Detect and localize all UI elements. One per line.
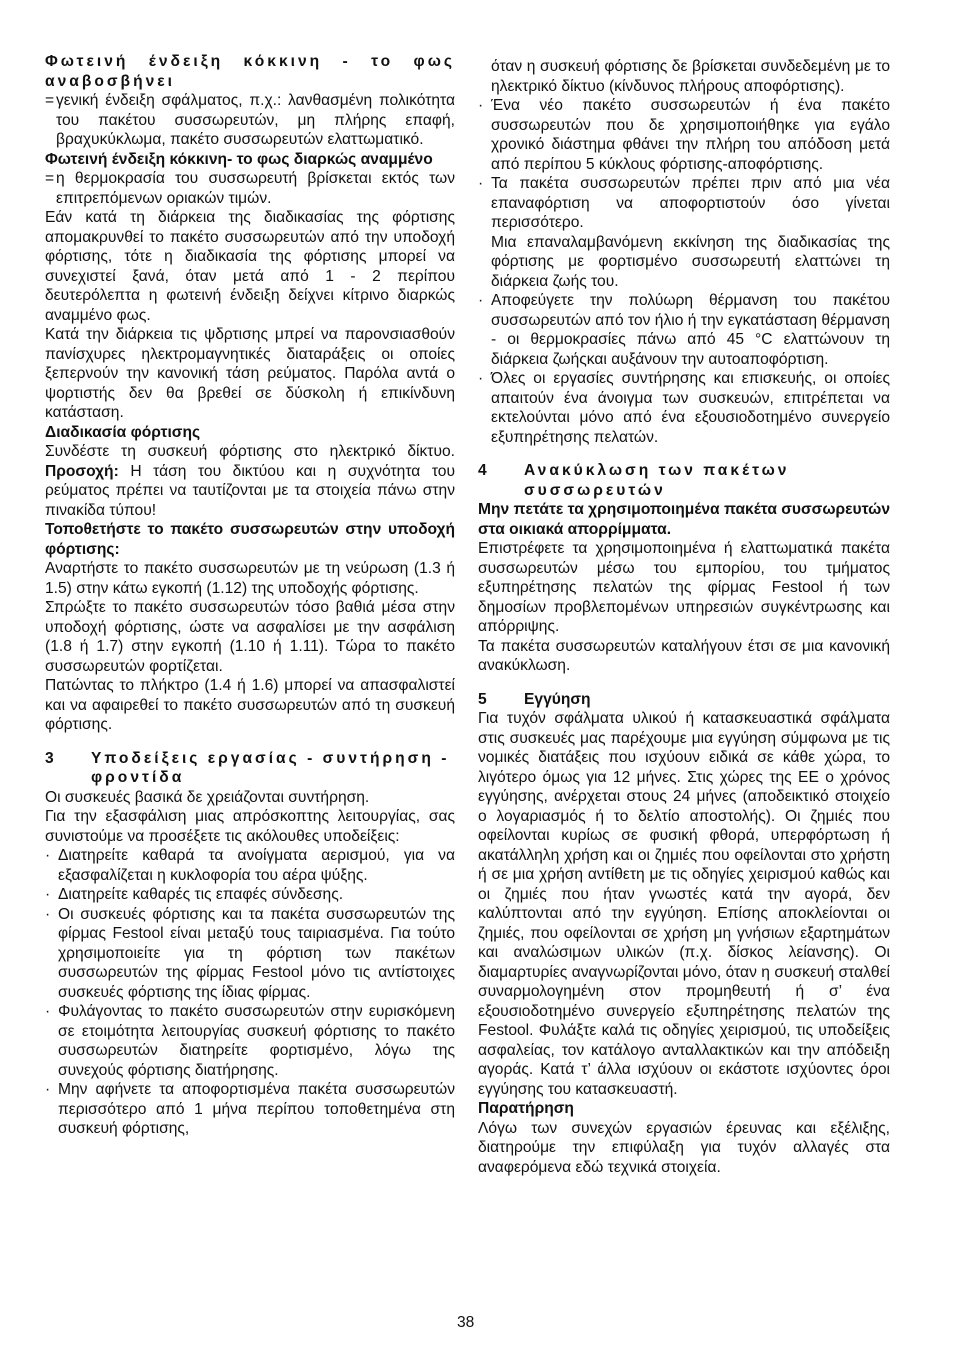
paragraph-maintenance-free: Οι συσκευές βασικά δε χρειάζονται συντήρηση. — [45, 788, 370, 806]
red-steady-text: η θερμοκρασία του συσσωρευτή βρίσκεται εκτός των επιτρεπόμενων οριακών τιμών. — [56, 170, 455, 207]
left-column — [45, 52, 455, 1139]
heading-place-battery: Τοποθετήστε το πακέτο συσσωρευτών στην υποδοχή φόρτισης: — [45, 521, 455, 558]
section-title: Εγγύηση — [524, 690, 591, 708]
paragraph-release-battery: Πατώντας το πλήκτρο (1.4 ή 1.6) μπορεί να απασφαλιστεί και να αφαιρεθεί το πακέτο συσσωρευτών από τη συσκευή φόρτισης. — [45, 677, 455, 733]
red-blinking-text: γενική ένδειξη σφάλματος, π.χ.: λανθασμένη πολικότητα του πακέτου συσσωρευτών, μη πλήρης επαφή, βραχυκύκλωμα, πακέτο συσσωρευτών ελαττωματικό. — [56, 92, 455, 148]
paragraph-return-batteries: Επιστρέφετε τα χρησιμοποιημένα ή ελαττωματικά πακέτα συσσωρευτών μέσω του εμπορίου, του τμήματος εξυπηρέτησης πελατών της φίρμας Festool ή των δημοσίων προβλεπομένων υπηρεσιών συγκέντρωσης και απόρριψης. — [478, 540, 890, 635]
red-steady-description — [45, 169, 455, 208]
paragraph-recycling: Τα πακέτα συσσωρευτών καταλήγουν έτσι σε μια κανονική ανακύκλωση. — [478, 637, 890, 674]
paragraph-removed-during-charging: Εάν κατά τη διάρκεια της διαδικασίας της φόρτισης απομακρυνθεί το πακέτο συσσωρευτών από την υποδοχή φόρτισης, τότε η διαδικασία της φόρτισης μπορεί να συνεχιστεί ξανά, όταν μετά από 1 - 2 περίπου δευτερόλεπτα η φωτεινή ένδειξη δείχνει κίτρινο διαρκώς αναμμένο φως. — [45, 209, 455, 324]
section-title: Υποδείξεις εργασίας - συντήρηση - φροντίδα — [91, 749, 450, 786]
list-item — [478, 96, 890, 174]
list-item-text: Φυλάγοντας το πακέτο συσσωρευτών στην ευρισκόμενη σε ετοιμότητα λειτουργίας συσκευή φόρτισης το πακέτο συσσωρευτών διατηρείτε φορτισμένο, λόγω της συνεχούς φόρτισης διατήρησης. — [58, 1003, 455, 1079]
right-column — [478, 57, 890, 1177]
paragraph-electromagnetic: Κατά την διάρκεια τις ψδρτισης μπρεί να παρονσιασθούν πανίσχυρες ηλεκτρομαγνητικές διαταράξεις οι οποίες ξεπερνούν την κανονική τάση ρεύματος. Παρόλα αντά ο ψορτιστής δεν θα βρεθεί σε δύσκολη ή επικίνδυνη κατάσταση. — [45, 326, 455, 421]
list-item — [478, 174, 890, 233]
spacer — [478, 676, 890, 690]
section-number: 4 — [478, 462, 487, 479]
bullet: · — [45, 905, 51, 923]
spacer — [478, 447, 890, 461]
bullet: · — [478, 292, 484, 309]
bullet: · — [45, 1003, 51, 1020]
list-item — [478, 369, 890, 447]
connect-text: Συνδέστε τη συσκευή φόρτισης στο ηλεκτρικό δίκτυο. — [45, 443, 455, 460]
list-item-text: Μια επαναλαμβανόμενη εκκίνηση της διαδικασίας της φόρτισης με φορτισμένο συσσωρευτή ελαττώνει τη διάρκεια ζωής του. — [491, 233, 890, 290]
list-item — [45, 885, 455, 905]
heading-no-household-waste: Μην πετάτε τα χρησιμοποιημένα πακέτα συσσωρευτών στα οικιακά απορρίμματα. — [478, 501, 890, 538]
list-item-text: Αποφεύγετε την πολύωρη θέρμανση του πακέτου συσσωρευτών από τον ήλιο ή την εγκατάσταση θέρμανση - οι θερμοκρασίες πάνω από 45 °C ελαττώνουν τη διάρκεια ζωήςκαι αυξάνουν την αυτοαποφόρτιση. — [491, 292, 890, 368]
heading-charging-procedure: Διαδικασία φόρτισης — [45, 423, 201, 441]
bullet: · — [478, 370, 484, 387]
list-item-text: Διατηρείτε καθαρές τις επαφές σύνδεσης. — [58, 886, 344, 903]
list-item-text: Οι συσκευές φόρτισης και τα πακέτα συσσωρευτών της φίρμας Festool είναι μεταξύ τους ταιριασμένα. Για τούτο χρησιμοποιείτε για τη φόρτιση των πακέτων συσσωρευτών της φίρμας Festool μόνο τις αντίστοιχες συσκευές φόρτισης της ίδιας φίρμας. — [58, 905, 455, 1001]
list-item-text: Όλες οι εργασίες συντήρησης και επισκευής, οι οποίες απαιτούν ένα άνοιγμα των συσκευών, επιτρέπεται να εκτελούνται μόνο από ένα εξουσιοδοτημένο συνεργείο εξυπηρέτησης πελατών. — [491, 370, 890, 446]
list-item — [478, 291, 890, 369]
list-item — [45, 846, 455, 885]
paragraph-warranty: Για τυχόν σφάλματα υλικού ή κατασκευαστικά σφάλματα στις συσκευές μας παρέχουμε μια εγγύηση σύμφωνα με τις νομικές διατάξεις που ισχύουν ειδικά σε κάθε χώρα, το λιγότερο όμως για 12 μήνες. Στις χώρες της ΕΕ ο χρόνος εγγύησης, ανέρχεται στους 24 μήνες (αποδεικτικό στοιχείο ο λογαριασμός ή το δελτίο αποστολής). Οι ζημιές που οφείλονται κυρίως σε φυσική φθορά, υπερφόρτωση ή ακατάλληλη χρήση και οι ζημιές που οφείλονται στο χρήστη ή σε μια χρήση αντίθετη με τις οδηγίες χειρισμού καθώς και οι ζημιές που ήταν γνωστές κατά την αγορά, δεν καλύπτονται από την εγγύηση. Επίσης αποκλείονται οι ζημιές, που οφείλονται σε χρήση μη γνήσιων εξαρτημάτων και αναλώσιμων υλικών (π.χ. δίσκος λείανσης). Οι διαμαρτυρίες αναγνωρίζονται μόνο, όταν η συσκευή σταλθεί συναρμολογημένη στον προμηθευτή ή σ’ ένα εξουσιοδοτημένο συνεργείο εξυπηρέτησης πελατών της Festool. Φυλάξτε καλά τις οδηγίες χειρισμού, τις υποδείξεις ασφαλείας, τον κατάλογο ανταλλακτικών και την απόδειξη αγοράς. Κατά τ’ άλλα ισχύουν οι εκάστοτε ισχύοντες όροι εγγύησης του κατασκευαστή. — [478, 710, 890, 1098]
list-item — [45, 1002, 455, 1080]
list-item-continued — [478, 57, 890, 96]
paragraph-push-battery: Σπρώξτε το πακέτο συσσωρευτών τόσο βαθιά μέσα στην υποδοχή φόρτισης, ώστε να ασφαλίσει με την ασφάλιση (1.8 ή 1.7) στην εγκοπή (1.10 ή 1.11). Τώρα το πακέτο συσσωρευτών φορτίζεται. — [45, 599, 455, 675]
list-item-text: Τα πακέτα συσσωρευτών πρέπει πριν από μια νέα επαναφόρτιση να αποφορτιστούν όσο γίνεται περισσότερο. — [491, 175, 890, 231]
section-title: Ανακύκλωση των πακέτων συσσωρευτών — [524, 462, 790, 499]
list-item-text: όταν η συσκευή φόρτισης δε βρίσκεται συνδεδεμένη με το ηλεκτρικό δίκτυο (κίνδυνος πλήρους αποφόρτισης). — [491, 58, 890, 95]
section-3-heading — [45, 749, 455, 788]
bullet: · — [478, 175, 484, 192]
list-item — [45, 905, 455, 1003]
section-5-heading — [478, 690, 890, 710]
section-number: 3 — [45, 749, 54, 767]
equals-sign: = — [45, 92, 55, 109]
list-item-text: Μην αφήνετε τα αποφορτισμένα πακέτα συσσωρευτών περισσότερο από 1 μήνα περίπου τοποθετημένα στη συσκευή φόρτισης, — [58, 1081, 455, 1137]
caution-label: Προσοχή: — [45, 462, 119, 480]
bullet: · — [45, 886, 51, 903]
section-4-heading — [478, 461, 890, 500]
heading-red-steady: Φωτεινή ένδειξη κόκκινη- το φως διαρκώς αναμμένο — [45, 150, 433, 168]
paragraph-hang-battery: Αναρτήστε το πακέτο συσσωρευτών με τη νεύρωση (1.3 ή 1.5) στην κάτω εγκοπή (1.12) της υποδοχής φόρτισης. — [45, 560, 455, 597]
heading-red-blinking: Φωτεινή ένδειξη κόκκινη - το φως αναβοσβήνει — [45, 53, 455, 90]
list-item-text: Διατηρείτε καθαρά τα ανοίγματα αερισμού, για να εξασφαλίζεται η κυκλοφορία του αέρα ψύξης. — [58, 847, 455, 884]
section-number: 5 — [478, 690, 487, 708]
list-item — [45, 1080, 455, 1139]
bullet: · — [478, 97, 484, 114]
list-item-continued — [478, 233, 890, 292]
paragraph-note: Λόγω των συνεχών εργασιών έρευνας και εξέλιξης, διατηρούμε την επιφύλαξη για τυχόν αλλαγές στα αναφερόμενα εδώ τεχνικά στοιχεία. — [478, 1119, 890, 1176]
bullet: · — [45, 1081, 51, 1098]
red-blinking-description — [45, 91, 455, 150]
spacer — [45, 735, 455, 749]
connect-caution-text: Η τάση του δικτύου και η συχνότητα του ρεύματος πρέπει να ταυτίζονται με τα στοιχεία πάνω στην πινακίδα τύπου! — [45, 462, 455, 519]
page-number: 38 — [457, 1314, 475, 1331]
bullet: · — [45, 847, 51, 864]
list-item-text: Ένα νέο πακέτο συσσωρευτών ή ένα πακέτο συσσωρευτών που δε χρησιμοποιήθηκε για εγάλο χρονικό διάστημα φθάνει την πλήρη του απόδοση μετά από περίπου 5 κύκλους φόρτισης-αποφόρτισης. — [491, 97, 890, 173]
equals-sign: = — [45, 170, 55, 187]
paragraph-recommendations: Για την εξασφάλιση μιας απρόσκοπτης λειτουργίας, σας συνιστούμε να προσέξετε τις ακόλουθες υποδείξεις: — [45, 808, 455, 845]
heading-note: Παρατήρηση — [478, 1100, 574, 1117]
paragraph-connect — [45, 442, 455, 520]
